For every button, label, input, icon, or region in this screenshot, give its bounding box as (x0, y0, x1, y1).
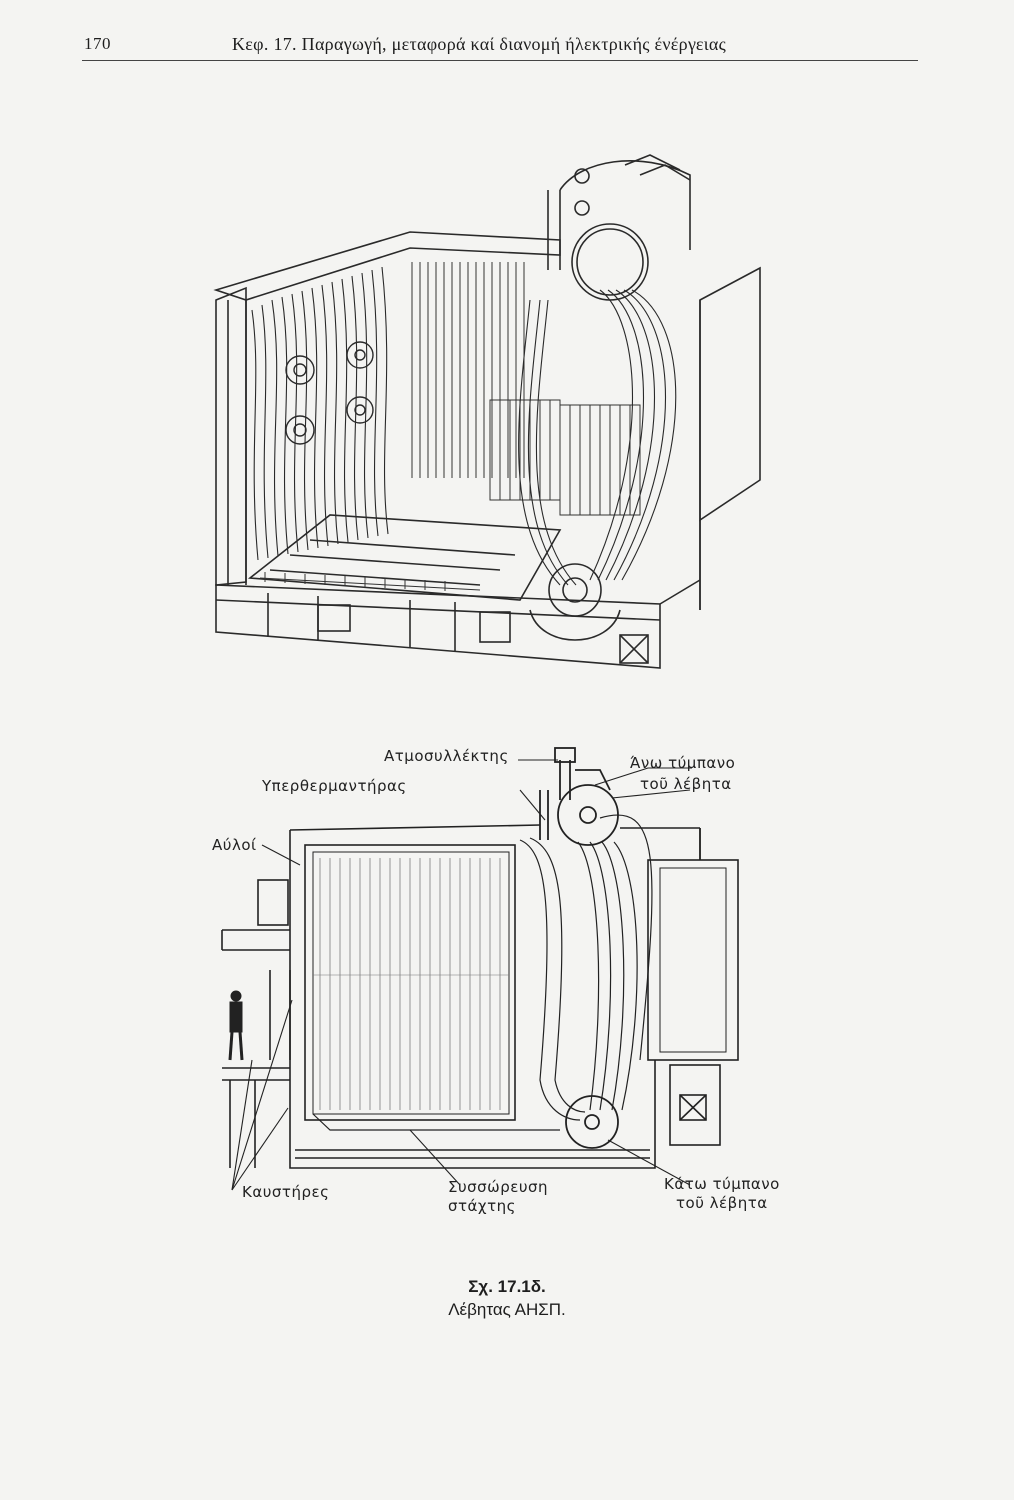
label-upper-drum-line1: Άνω τύμπανο (630, 754, 736, 772)
label-burners: Καυστήρες (242, 1183, 330, 1201)
figure-caption: Λέβητας ΑΗΣΠ. (448, 1300, 566, 1319)
label-superheater: Υπερθερμαντήρας (262, 777, 407, 795)
figure-number: Σχ. 17.1δ. (468, 1277, 546, 1296)
label-upper-drum-line2: τοῦ λέβητα (640, 775, 732, 793)
label-ash-line1: Συσσώρευση (448, 1178, 549, 1196)
label-ash-line2: στάχτης (448, 1197, 516, 1215)
label-steam-collector: Ατμοσυλλέκτης (384, 747, 509, 765)
chapter-title: Κεφ. 17. Παραγωγή, μεταφορά καί διανομή ήλεκτρικής ένέργειας (232, 34, 727, 54)
label-lower-drum-line1: Κάτω τύμπανο (664, 1175, 780, 1193)
page-number: 170 (84, 34, 111, 53)
label-lower-drum-line2: τοῦ λέβητα (676, 1194, 768, 1212)
label-tubes: Αύλοί (212, 836, 257, 854)
